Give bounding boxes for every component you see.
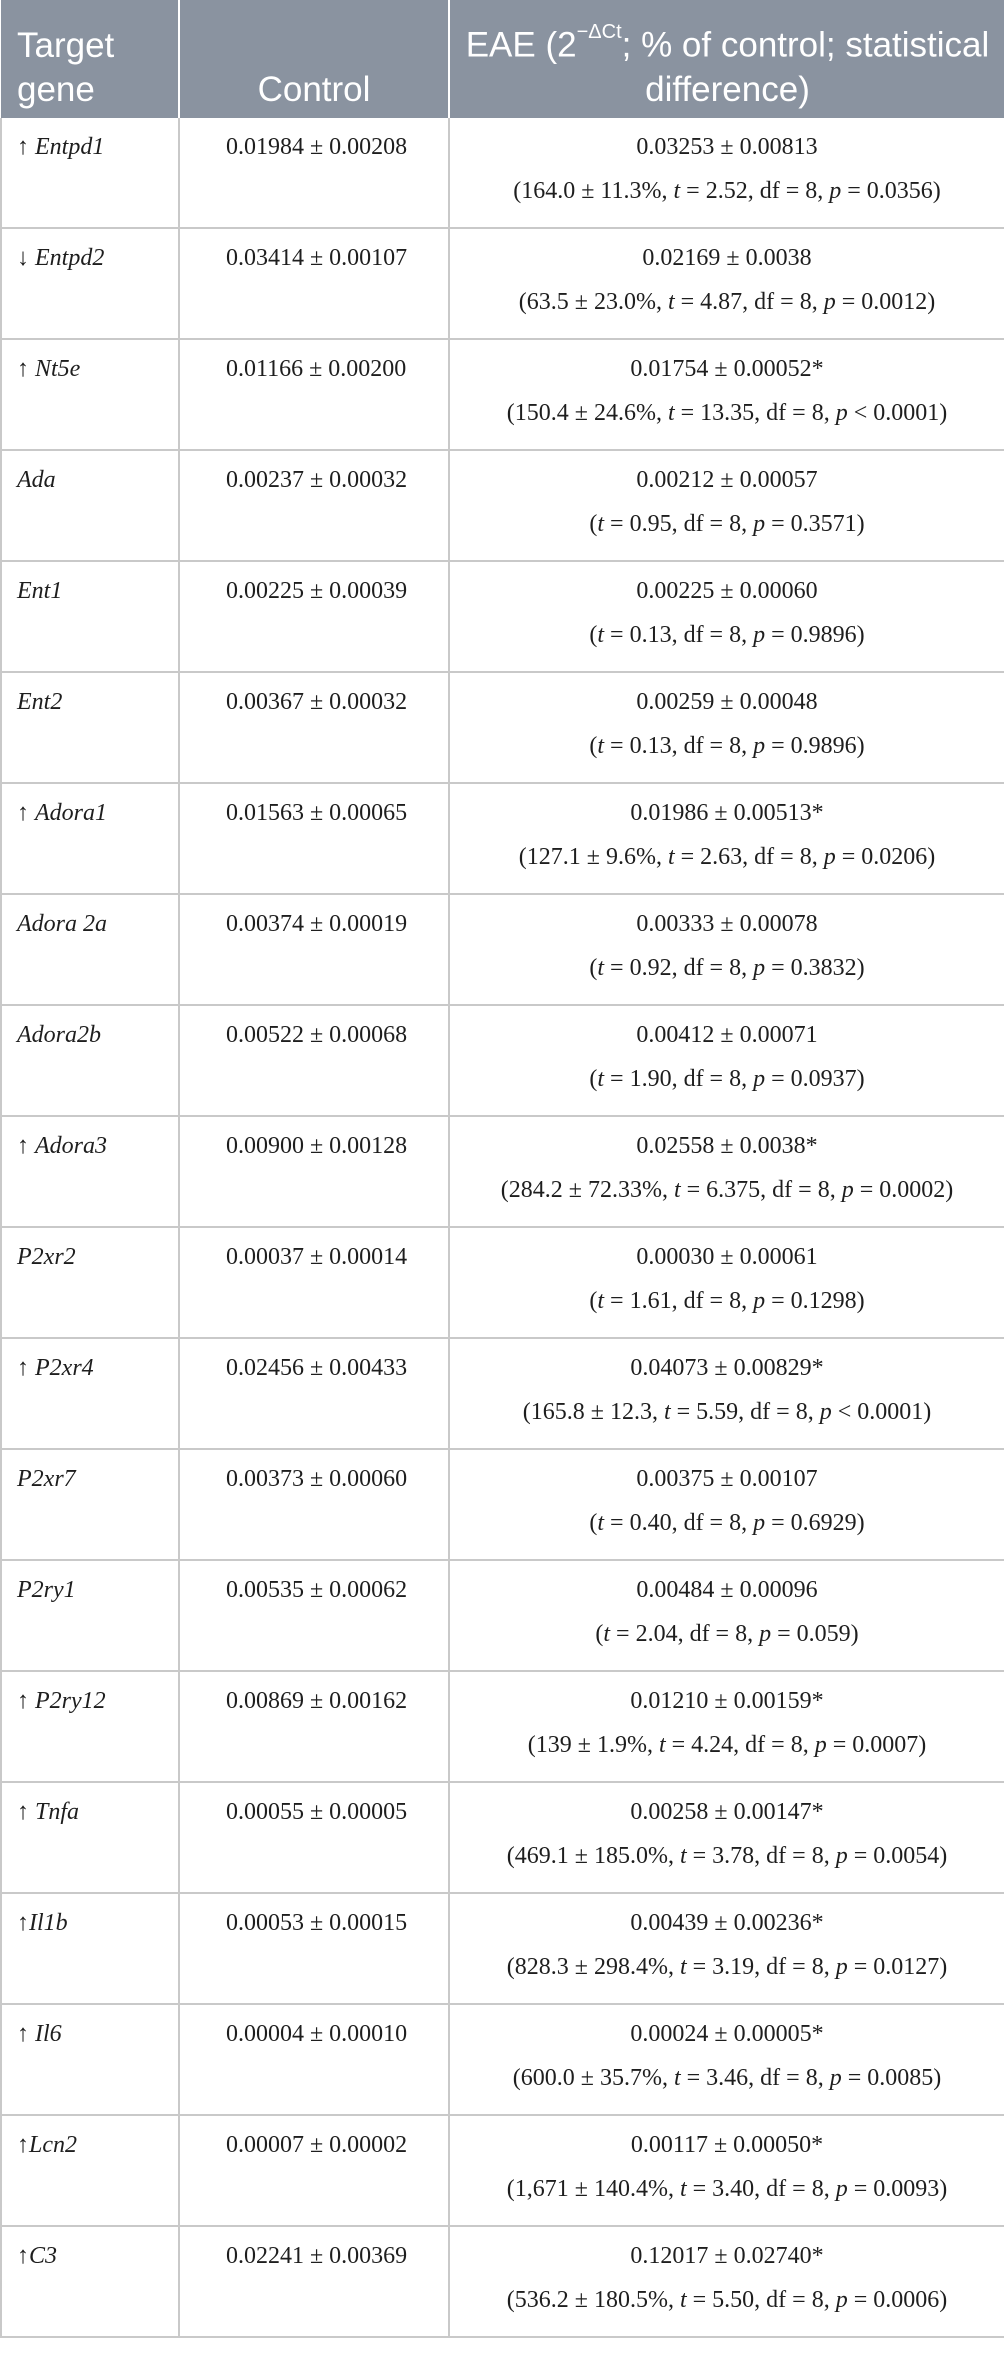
control-cell [179, 1227, 449, 1338]
gene-cell [1, 1338, 179, 1449]
gene-cell [1, 1782, 179, 1893]
eae-cell [449, 561, 1004, 672]
eae-cell [449, 1560, 1004, 1671]
eae-cell [449, 1449, 1004, 1560]
control-cell [179, 2004, 449, 2115]
control-cell [179, 450, 449, 561]
header-target-gene: Target gene [1, 0, 179, 118]
eae-t: = 2.63, df = 8, [674, 844, 824, 870]
eae-value: 0.02169 ± 0.0038 [642, 245, 812, 271]
eae-t: = 4.24, df = 8, [665, 1732, 815, 1758]
eae-t: = 0.13, df = 8, [604, 733, 754, 759]
eae-value: 0.02558 ± 0.0038* [636, 1133, 818, 1159]
eae-percent: 139 ± 1.9%, [535, 1732, 659, 1758]
direction-arrow: ↑ [17, 1799, 35, 1825]
gene-name: Ent1 [17, 578, 63, 604]
control-value: 0.00869 ± 0.00162 [226, 1688, 408, 1714]
gene-cell [1, 2226, 179, 2337]
eae-t: = 5.59, df = 8, [670, 1399, 820, 1425]
eae-t: = 0.40, df = 8, [604, 1510, 754, 1536]
control-value: 0.03414 ± 0.00107 [226, 245, 408, 271]
gene-name: Adora2b [17, 1022, 101, 1048]
table-row [1, 1338, 1004, 1449]
eae-value: 0.01986 ± 0.00513* [630, 800, 824, 826]
eae-stats: (127.1 ± 9.6%, t = 2.63, df = 8, p = 0.0206) [518, 844, 936, 870]
eae-p: = 0.0085) [841, 2065, 942, 2091]
direction-arrow: ↑ [17, 1133, 35, 1159]
header-row [1, 0, 1004, 118]
eae-p: = 0.0007) [826, 1732, 927, 1758]
table-row [1, 561, 1004, 672]
table-row [1, 228, 1004, 339]
gene-cell [1, 1227, 179, 1338]
gene-cell [1, 672, 179, 783]
gene-cell [1, 1671, 179, 1782]
eae-p: = 0.0002) [853, 1177, 954, 1203]
table-row [1, 1005, 1004, 1116]
eae-cell [449, 2115, 1004, 2226]
eae-cell [449, 1671, 1004, 1782]
table-row [1, 2226, 1004, 2337]
eae-t: = 6.375, df = 8, [680, 1177, 842, 1203]
gene-name: Adora 2a [17, 911, 107, 937]
eae-percent: 63.5 ± 23.0%, [526, 289, 668, 315]
eae-stats: (t = 0.13, df = 8, p = 0.9896) [589, 622, 865, 648]
eae-percent: 165.8 ± 12.3, [530, 1399, 664, 1425]
eae-t: = 1.61, df = 8, [604, 1288, 754, 1314]
eae-p: = 0.3832) [765, 955, 865, 981]
gene-cell [1, 1116, 179, 1227]
eae-t: = 3.78, df = 8, [686, 1843, 836, 1869]
eae-stats: (469.1 ± 185.0%, t = 3.78, df = 8, p = 0.0054) [506, 1843, 948, 1869]
gene-cell [1, 561, 179, 672]
eae-t: = 3.40, df = 8, [686, 2176, 836, 2202]
eae-p: < 0.0001) [831, 1399, 932, 1425]
gene-name: P2xr7 [17, 1466, 76, 1492]
gene-name: Adora1 [35, 800, 107, 826]
eae-percent: 164.0 ± 11.3%, [521, 178, 674, 204]
eae-cell [449, 1893, 1004, 2004]
control-value: 0.00535 ± 0.00062 [226, 1577, 408, 1603]
control-cell [179, 339, 449, 450]
header-eae-sup: −ΔCt [576, 21, 622, 44]
eae-value: 0.00024 ± 0.00005* [630, 2021, 824, 2047]
eae-value: 0.00117 ± 0.00050* [630, 2132, 824, 2158]
eae-t: = 13.35, df = 8, [674, 400, 836, 426]
gene-name: Adora3 [35, 1133, 107, 1159]
table-row [1, 1116, 1004, 1227]
direction-arrow: ↑ [17, 2243, 29, 2269]
eae-stats: (t = 1.90, df = 8, p = 0.0937) [589, 1066, 865, 1092]
gene-cell [1, 2115, 179, 2226]
eae-stats: (164.0 ± 11.3%, t = 2.52, df = 8, p = 0.0356) [513, 178, 941, 204]
eae-t: = 0.95, df = 8, [604, 511, 754, 537]
eae-cell [449, 1782, 1004, 1893]
gene-cell [1, 228, 179, 339]
table-row [1, 339, 1004, 450]
gene-cell [1, 118, 179, 228]
gene-name: P2xr4 [35, 1355, 94, 1381]
gene-name: Il1b [29, 1910, 68, 1936]
control-cell [179, 1560, 449, 1671]
table-row [1, 1227, 1004, 1338]
control-cell [179, 1116, 449, 1227]
eae-value: 0.12017 ± 0.02740* [630, 2243, 824, 2269]
gene-name: Tnfa [35, 1799, 80, 1825]
eae-value: 0.00259 ± 0.00048 [636, 689, 818, 715]
control-cell [179, 1782, 449, 1893]
gene-name: P2ry1 [17, 1577, 76, 1603]
eae-p: = 0.0206) [835, 844, 936, 870]
gene-name: Ent2 [17, 689, 63, 715]
eae-cell [449, 1338, 1004, 1449]
eae-value: 0.04073 ± 0.00829* [630, 1355, 824, 1381]
eae-value: 0.00225 ± 0.00060 [636, 578, 818, 604]
eae-t: = 0.92, df = 8, [604, 955, 754, 981]
gene-cell [1, 2004, 179, 2115]
eae-percent: 828.3 ± 298.4%, [514, 1954, 680, 1980]
eae-stats: (t = 0.95, df = 8, p = 0.3571) [589, 511, 865, 537]
control-value: 0.00367 ± 0.00032 [226, 689, 408, 715]
direction-arrow: ↑ [17, 1355, 35, 1381]
table-row [1, 450, 1004, 561]
control-value: 0.00055 ± 0.00005 [226, 1799, 408, 1825]
eae-t: = 2.04, df = 8, [610, 1621, 760, 1647]
eae-value: 0.00412 ± 0.00071 [636, 1022, 818, 1048]
eae-value: 0.00030 ± 0.00061 [636, 1244, 818, 1270]
eae-cell [449, 118, 1004, 228]
control-cell [179, 1005, 449, 1116]
table-row [1, 894, 1004, 1005]
gene-name: C3 [29, 2243, 58, 2269]
gene-cell [1, 894, 179, 1005]
header-eae [449, 0, 1004, 118]
gene-name: P2ry12 [35, 1688, 106, 1714]
table-row [1, 672, 1004, 783]
eae-cell [449, 1005, 1004, 1116]
table-row [1, 2115, 1004, 2226]
gene-name: Ada [17, 467, 56, 493]
direction-arrow: ↑ [17, 2021, 35, 2047]
eae-stats: (t = 2.04, df = 8, p = 0.059) [595, 1621, 859, 1647]
control-cell [179, 561, 449, 672]
control-value: 0.00004 ± 0.00010 [226, 2021, 408, 2047]
eae-stats: (t = 0.13, df = 8, p = 0.9896) [589, 733, 865, 759]
eae-t: = 0.13, df = 8, [604, 622, 754, 648]
gene-name: Il6 [35, 2021, 62, 2047]
control-value: 0.00237 ± 0.00032 [226, 467, 408, 493]
eae-stats: (t = 0.92, df = 8, p = 0.3832) [589, 955, 865, 981]
header-eae-post: ; % of control; statistical difference) [621, 26, 990, 109]
control-cell [179, 672, 449, 783]
gene-cell [1, 450, 179, 561]
control-value: 0.02456 ± 0.00433 [226, 1355, 408, 1381]
eae-p: = 0.0054) [847, 1843, 948, 1869]
eae-cell [449, 2226, 1004, 2337]
eae-p: = 0.1298) [765, 1288, 865, 1314]
eae-t: = 2.52, df = 8, [680, 178, 830, 204]
direction-arrow: ↑ [17, 1688, 35, 1714]
eae-percent: 127.1 ± 9.6%, [526, 844, 668, 870]
control-value: 0.00900 ± 0.00128 [226, 1133, 408, 1159]
eae-stats: (284.2 ± 72.33%, t = 6.375, df = 8, p = 0.0002) [500, 1177, 954, 1203]
eae-p: = 0.059) [771, 1621, 859, 1647]
gene-cell [1, 1893, 179, 2004]
eae-value: 0.00375 ± 0.00107 [636, 1466, 818, 1492]
gene-name: Lcn2 [29, 2132, 77, 2158]
eae-p: < 0.0001) [847, 400, 948, 426]
eae-p: = 0.0012) [835, 289, 936, 315]
eae-stats: (1,671 ± 140.4%, t = 3.40, df = 8, p = 0.0093) [506, 2176, 948, 2202]
control-value: 0.01563 ± 0.00065 [226, 800, 408, 826]
eae-percent: 1,671 ± 140.4%, [514, 2176, 680, 2202]
eae-stats: (t = 1.61, df = 8, p = 0.1298) [589, 1288, 865, 1314]
gene-cell [1, 1449, 179, 1560]
direction-arrow: ↓ [17, 245, 35, 271]
gene-cell [1, 1005, 179, 1116]
eae-t: = 4.87, df = 8, [674, 289, 824, 315]
table-row [1, 2004, 1004, 2115]
eae-p: = 0.0127) [847, 1954, 948, 1980]
header-eae-pre: EAE (2 [465, 26, 577, 65]
control-value: 0.00037 ± 0.00014 [226, 1244, 408, 1270]
eae-cell [449, 1116, 1004, 1227]
eae-value: 0.00212 ± 0.00057 [636, 467, 818, 493]
control-value: 0.00522 ± 0.00068 [226, 1022, 408, 1048]
gene-name: Entpd1 [35, 134, 105, 160]
eae-p: = 0.0937) [765, 1066, 865, 1092]
control-cell [179, 1449, 449, 1560]
eae-stats: (536.2 ± 180.5%, t = 5.50, df = 8, p = 0.0006) [506, 2287, 948, 2313]
eae-cell [449, 339, 1004, 450]
eae-cell [449, 2004, 1004, 2115]
eae-stats: (600.0 ± 35.7%, t = 3.46, df = 8, p = 0.0085) [512, 2065, 942, 2091]
eae-value: 0.00333 ± 0.00078 [636, 911, 818, 937]
eae-cell [449, 672, 1004, 783]
control-value: 0.02241 ± 0.00369 [226, 2243, 408, 2269]
direction-arrow: ↑ [17, 1910, 29, 1936]
control-cell [179, 228, 449, 339]
control-cell [179, 1671, 449, 1782]
gene-name: Nt5e [35, 356, 81, 382]
eae-value: 0.00484 ± 0.00096 [636, 1577, 818, 1603]
gene-cell [1, 339, 179, 450]
direction-arrow: ↑ [17, 800, 35, 826]
eae-cell [449, 1227, 1004, 1338]
control-value: 0.00053 ± 0.00015 [226, 1910, 408, 1936]
control-value: 0.01166 ± 0.00200 [226, 356, 407, 382]
eae-p: = 0.0093) [847, 2176, 948, 2202]
gene-cell [1, 783, 179, 894]
eae-stats: (150.4 ± 24.6%, t = 13.35, df = 8, p < 0.0001) [506, 400, 948, 426]
eae-cell [449, 894, 1004, 1005]
eae-p: = 0.9896) [765, 733, 865, 759]
table-row [1, 118, 1004, 228]
table-row [1, 1782, 1004, 1893]
control-value: 0.00374 ± 0.00019 [226, 911, 408, 937]
table-row [1, 1449, 1004, 1560]
eae-percent: 150.4 ± 24.6%, [514, 400, 668, 426]
control-cell [179, 894, 449, 1005]
eae-p: = 0.0006) [847, 2287, 948, 2313]
eae-p: = 0.9896) [765, 622, 865, 648]
control-cell [179, 1338, 449, 1449]
eae-p: = 0.3571) [765, 511, 865, 537]
control-value: 0.00373 ± 0.00060 [226, 1466, 408, 1492]
control-cell [179, 783, 449, 894]
control-cell [179, 2226, 449, 2337]
eae-stats: (828.3 ± 298.4%, t = 3.19, df = 8, p = 0.0127) [506, 1954, 948, 1980]
eae-value: 0.01210 ± 0.00159* [630, 1688, 824, 1714]
gene-cell [1, 1560, 179, 1671]
eae-p: = 0.0356) [841, 178, 941, 204]
eae-cell [449, 783, 1004, 894]
eae-stats: (165.8 ± 12.3, t = 5.59, df = 8, p < 0.0001) [522, 1399, 932, 1425]
gene-name: Entpd2 [35, 245, 105, 271]
eae-stats: (63.5 ± 23.0%, t = 4.87, df = 8, p = 0.0012) [518, 289, 936, 315]
eae-cell [449, 228, 1004, 339]
eae-percent: 600.0 ± 35.7%, [520, 2065, 674, 2091]
eae-value: 0.00258 ± 0.00147* [630, 1799, 824, 1825]
eae-stats: (139 ± 1.9%, t = 4.24, df = 8, p = 0.0007) [527, 1732, 927, 1758]
control-value: 0.00225 ± 0.00039 [226, 578, 408, 604]
control-value: 0.00007 ± 0.00002 [226, 2132, 408, 2158]
eae-percent: 536.2 ± 180.5%, [514, 2287, 680, 2313]
eae-percent: 284.2 ± 72.33%, [508, 1177, 674, 1203]
header-control: Control [179, 0, 449, 118]
table-row [1, 783, 1004, 894]
table-row [1, 1671, 1004, 1782]
direction-arrow: ↑ [17, 2132, 29, 2158]
eae-value: 0.00439 ± 0.00236* [630, 1910, 824, 1936]
control-cell [179, 2115, 449, 2226]
eae-t: = 1.90, df = 8, [604, 1066, 754, 1092]
eae-t: = 3.46, df = 8, [680, 2065, 830, 2091]
eae-value: 0.03253 ± 0.00813 [636, 134, 818, 160]
direction-arrow: ↑ [17, 356, 35, 382]
control-value: 0.01984 ± 0.00208 [226, 134, 408, 160]
table-row [1, 1893, 1004, 2004]
eae-t: = 3.19, df = 8, [686, 1954, 836, 1980]
eae-t: = 5.50, df = 8, [686, 2287, 836, 2313]
table-row [1, 1560, 1004, 1671]
eae-p: = 0.6929) [765, 1510, 865, 1536]
direction-arrow: ↑ [17, 134, 35, 160]
eae-percent: 469.1 ± 185.0%, [514, 1843, 680, 1869]
control-cell [179, 1893, 449, 2004]
control-cell [179, 118, 449, 228]
eae-value: 0.01754 ± 0.00052* [630, 356, 824, 382]
gene-name: P2xr2 [17, 1244, 76, 1270]
eae-stats: (t = 0.40, df = 8, p = 0.6929) [589, 1510, 865, 1536]
eae-cell [449, 450, 1004, 561]
